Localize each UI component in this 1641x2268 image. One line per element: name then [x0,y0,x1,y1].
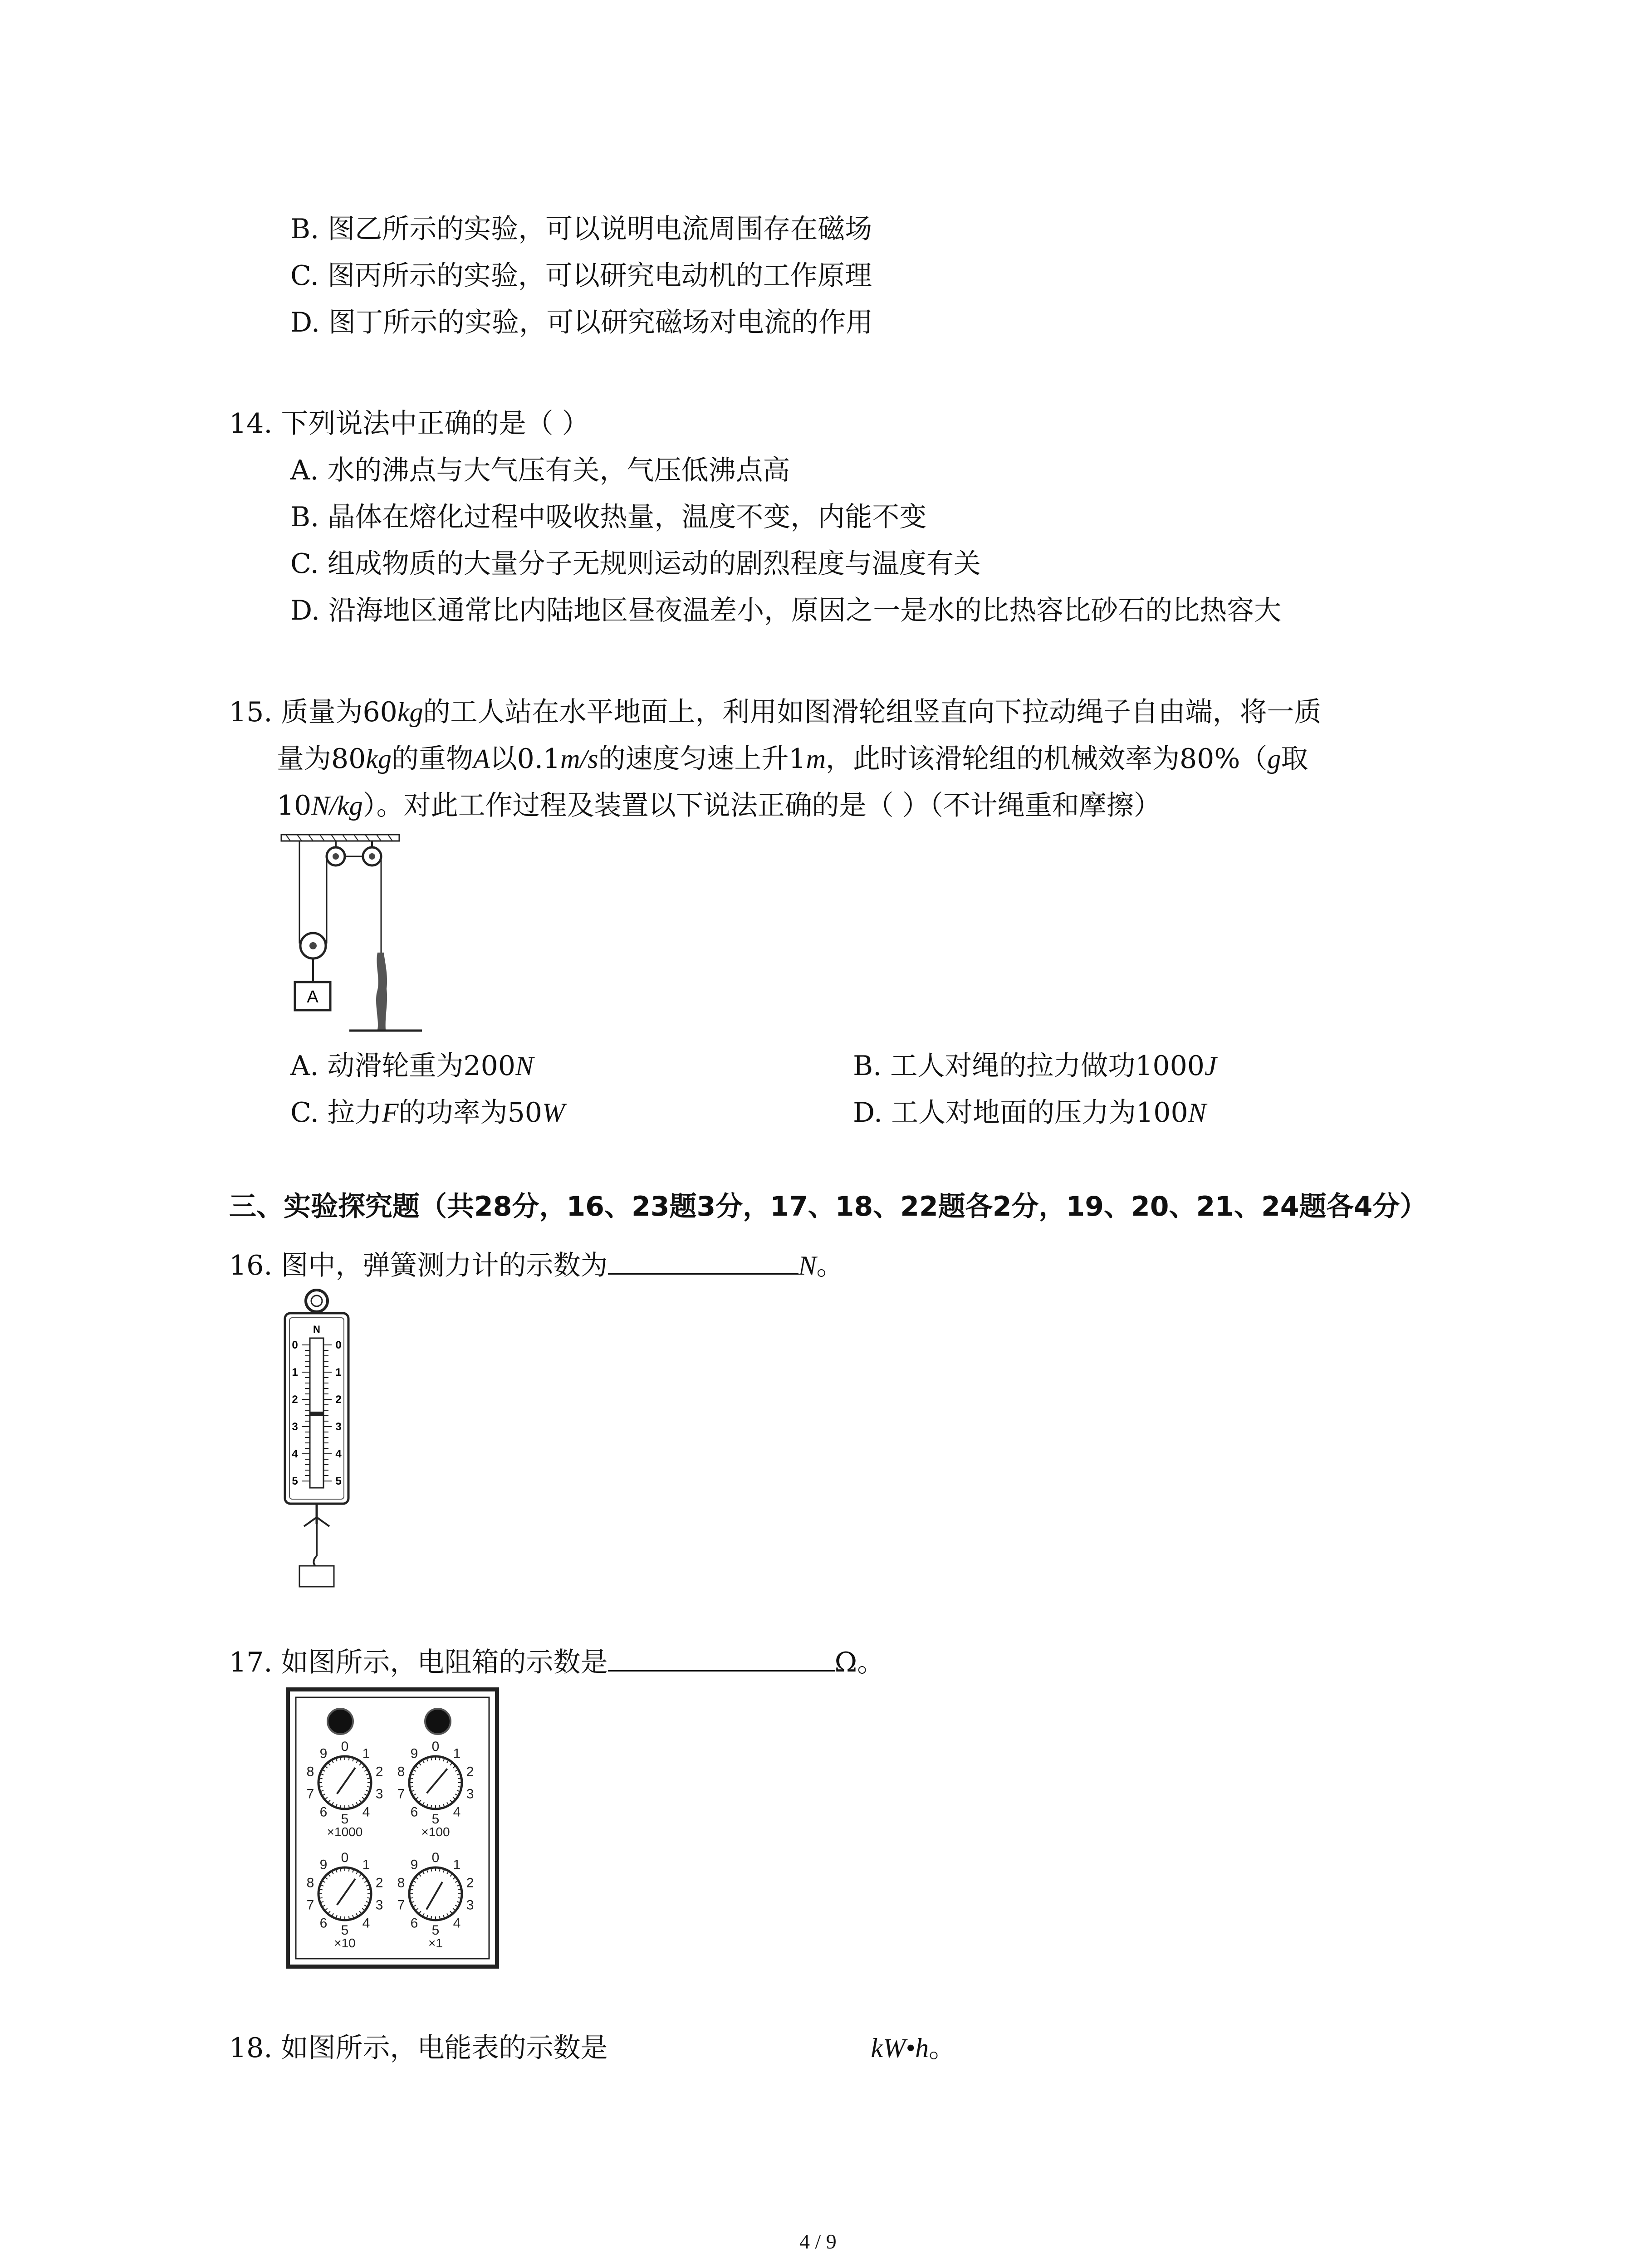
q15-option-c: C. 拉力F的功率为50W [290,1097,565,1129]
dial-digit: 4 [362,1804,370,1820]
q15-option-b: B. 工人对绳的拉力做功1000J [853,1050,1217,1082]
dial-tick [340,1916,341,1920]
dial-digit: 8 [306,1875,314,1891]
scale-label-left: 4 [292,1448,298,1460]
dial-tick [319,1889,323,1890]
dial-tick [319,1778,323,1779]
dial-digit: 6 [319,1916,328,1931]
dial-digit: 3 [466,1786,474,1802]
dial-digit: 5 [431,1812,440,1827]
dial-digit: 4 [453,1804,461,1820]
dial-tick [340,1868,341,1872]
q13-option-c: C. 图丙所示的实验，可以研究电动机的工作原理 [290,260,872,292]
dial-digit: 8 [306,1764,314,1779]
spring-scale-figure [272,1288,363,1588]
q15-line-1: 15. 质量为60kg的工人站在水平地面上，利用如图滑轮组竖直向下拉动绳子自由端，将一质 [229,696,1322,728]
q14-option-c: C. 组成物质的大量分子无规则运动的剧烈程度与温度有关 [290,548,981,580]
dial-digit: 0 [341,1850,349,1865]
dial-digit: 1 [453,1746,461,1761]
scale-label-right: 2 [335,1393,342,1406]
dial-tick [340,1757,341,1760]
scale-label-left: 5 [292,1475,298,1487]
dial-digit: 8 [397,1764,405,1779]
q14-stem: 14. 下列说法中正确的是（ ） [229,408,589,440]
pulley-system-figure [272,830,436,1043]
scale-label-left: 0 [292,1339,298,1351]
page-number: 4 / 9 [799,2230,837,2253]
q18-stem: 18. 如图所示，电能表的示数是 kW•h。 [229,2032,956,2064]
q17-stem: 17. 如图所示，电阻箱的示数是 Ω。 [229,1642,884,1681]
scale-label-right: 1 [335,1366,342,1378]
dial-digit: 0 [341,1739,349,1754]
q13-option-b: B. 图乙所示的实验，可以说明电流周围存在磁场 [290,213,872,245]
dial-digit: 9 [410,1746,418,1761]
dial-multiplier: ×10 [334,1936,356,1950]
dial-digit: 0 [431,1850,440,1865]
q15-line-3: 10N/kg）。对此工作过程及装置以下说法正确的是（ ）（不计绳重和摩擦） [277,790,1161,821]
q15-option-d: D. 工人对地面的压力为100N [853,1097,1206,1129]
dial-digit: 2 [466,1764,474,1779]
dial-tick [410,1889,413,1890]
dial-digit: 6 [410,1804,418,1820]
dial-digit: 8 [397,1875,405,1891]
scale-unit-label: N [313,1324,320,1335]
dial-digit: 2 [375,1875,383,1891]
dial-digit: 5 [341,1923,349,1938]
dial-digit: 1 [362,1746,370,1761]
dial-digit: 7 [306,1897,314,1913]
q14-option-d: D. 沿海地区通常比内陆地区昼夜温差小，原因之一是水的比热容比砂石的比热容大 [290,595,1282,626]
dial-digit: 9 [319,1857,328,1872]
q16-stem: 16. 图中，弹簧测力计的示数为 N。 [229,1245,844,1284]
dial-digit: 9 [410,1857,418,1872]
dial-tick [410,1778,413,1779]
dial-digit: 3 [466,1897,474,1913]
dial-digit: 0 [431,1739,440,1754]
dial-digit: 1 [453,1857,461,1872]
dial-tick [367,1778,371,1779]
q13-option-d: D. 图丁所示的实验，可以研究磁场对电流的作用 [290,307,873,338]
dial-digit: 7 [397,1897,405,1913]
scale-label-right: 5 [335,1475,342,1487]
q14-option-b: B. 晶体在熔化过程中吸收热量，温度不变，内能不变 [290,501,927,533]
dial-digit: 6 [410,1916,418,1931]
q17-answer-blank[interactable] [608,1642,835,1672]
dial-digit: 4 [362,1916,370,1931]
dial-digit: 9 [319,1746,328,1761]
dial-tick [458,1778,461,1779]
scale-label-right: 3 [335,1421,342,1433]
dial-multiplier: ×1 [428,1936,443,1950]
block-a-label: A [307,987,318,1007]
scale-label-right: 4 [335,1448,342,1460]
scale-label-right: 0 [335,1339,342,1351]
dial-tick [340,1805,341,1809]
q15-line-2: 量为80kg的重物A以0.1m/s的速度匀速上升1m，此时该滑轮组的机械效率为80%（g取 [277,743,1308,775]
dial-digit: 7 [306,1786,314,1802]
dial-digit: 5 [431,1923,440,1938]
dial-digit: 3 [375,1897,383,1913]
dial-tick [458,1889,461,1890]
q14-option-a: A. 水的沸点与大气压有关，气压低沸点高 [290,455,790,486]
dial-digit: 2 [375,1764,383,1779]
dial-digit: 1 [362,1857,370,1872]
dial-digit: 2 [466,1875,474,1891]
scale-label-left: 1 [292,1366,298,1378]
q16-answer-blank[interactable] [608,1245,798,1275]
dial-multiplier: ×100 [421,1825,450,1839]
dial-digit: 7 [397,1786,405,1802]
dial-digit: 4 [453,1916,461,1931]
scale-label-left: 3 [292,1421,298,1433]
dial-digit: 6 [319,1804,328,1820]
q15-option-a: A. 动滑轮重为200N [290,1050,534,1082]
dial-tick [367,1889,371,1890]
section-3-heading: 三、实验探究题（共28分，16、23题3分，17、18、22题各2分，19、20、21、24题各4分） [229,1191,1427,1222]
resistance-box-figure [286,1687,499,1969]
dial-digit: 5 [341,1812,349,1827]
scale-label-left: 2 [292,1393,298,1406]
dial-multiplier: ×1000 [327,1825,363,1839]
dial-digit: 3 [375,1786,383,1802]
